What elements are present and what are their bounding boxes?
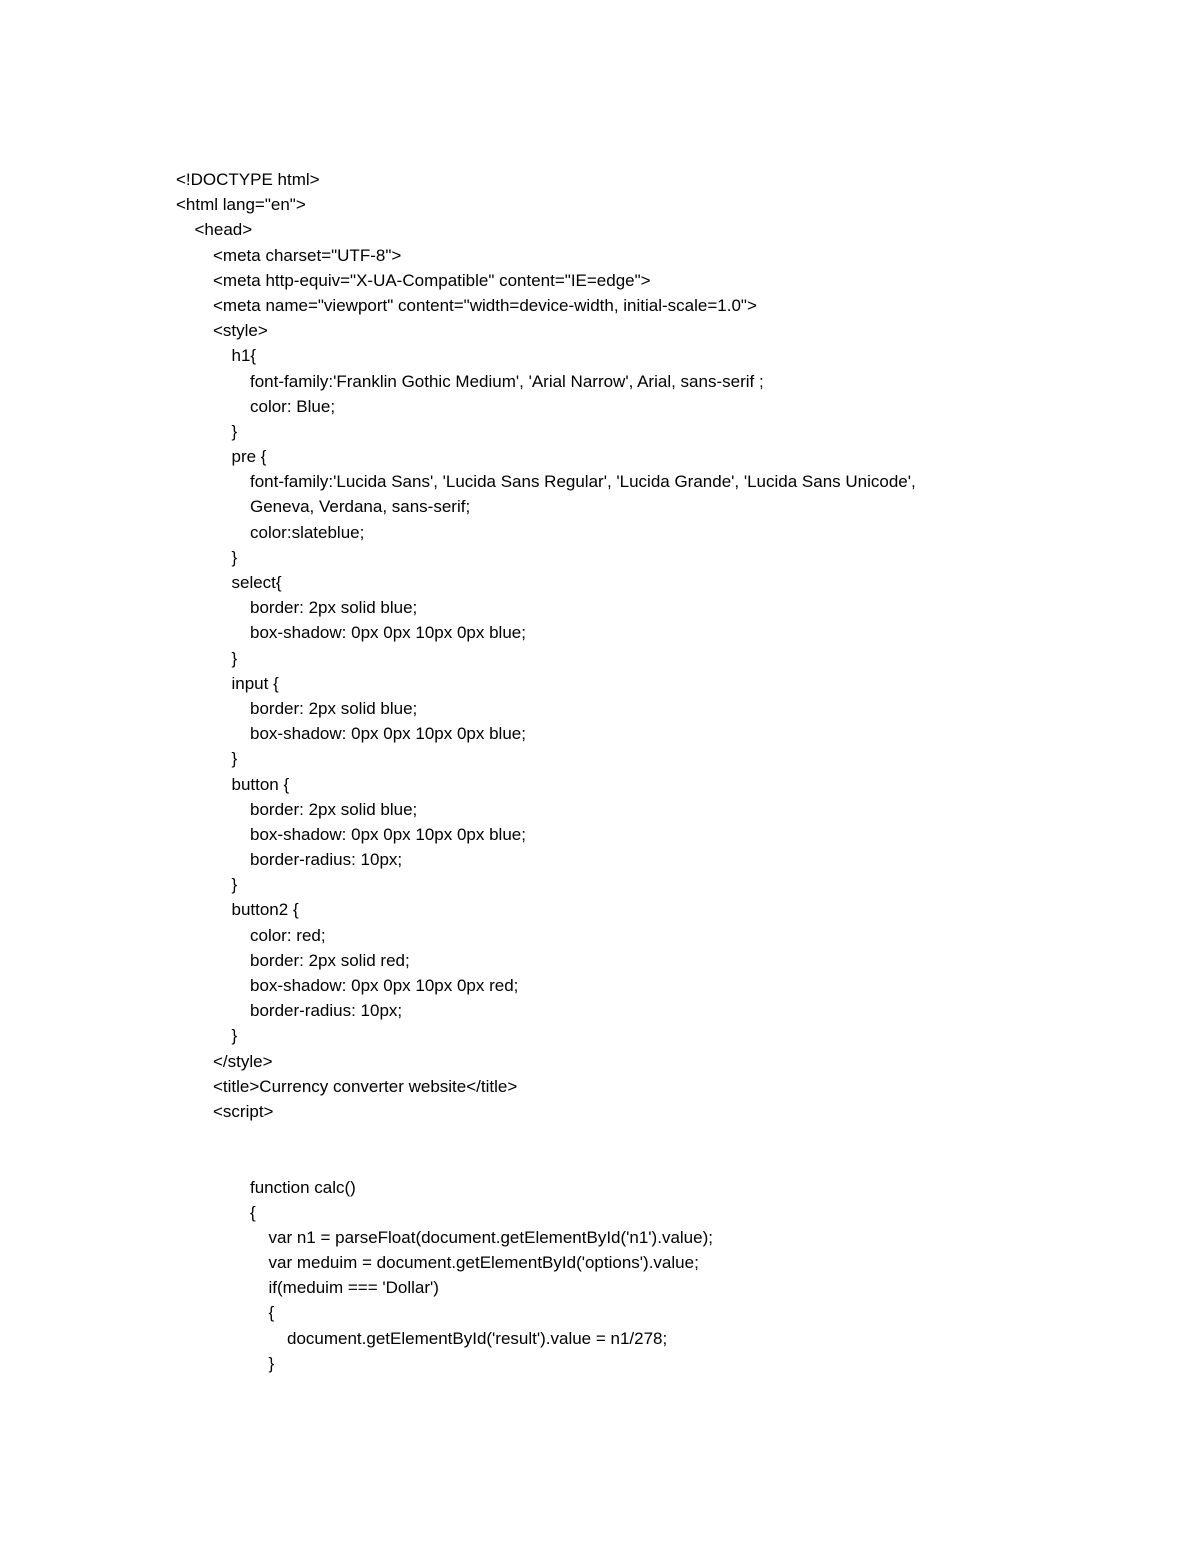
code-line: <!DOCTYPE html> (176, 170, 320, 189)
code-line: </style> (213, 1051, 273, 1071)
code-line: border-radius: 10px; (250, 1001, 403, 1021)
code-line: <script> (213, 1101, 274, 1121)
code-line: border: 2px solid red; (250, 950, 410, 970)
code-line: <meta charset="UTF-8"> (213, 245, 402, 265)
code-line: button { (231, 774, 290, 794)
code-line: <style> (213, 321, 268, 341)
code-line: var n1 = parseFloat(document.getElementById('n1').value); (268, 1227, 713, 1247)
code-line: if(meduim === 'Dollar') (268, 1278, 439, 1298)
code-line (176, 1124, 1156, 1149)
code-line: border: 2px solid blue; (250, 799, 418, 819)
code-line: box-shadow: 0px 0px 10px 0px blue; (250, 623, 526, 643)
code-line: } (231, 749, 238, 769)
code-line: <meta http-equiv="X-UA-Compatible" content="IE=edge"> (213, 270, 651, 290)
code-line: { (250, 1202, 256, 1222)
code-line: function calc() (250, 1177, 356, 1197)
code-line: border: 2px solid blue; (250, 598, 418, 618)
code-line: } (231, 648, 238, 668)
code-line: color: red; (250, 925, 326, 945)
code-line: h1{ (231, 346, 257, 366)
code-line: pre { (231, 447, 267, 467)
code-line: Geneva, Verdana, sans-serif; (250, 497, 471, 517)
code-line: } (231, 421, 238, 441)
code-line: select{ (231, 573, 282, 592)
code-line: color: Blue; (250, 396, 336, 416)
code-line: color:slateblue; (250, 522, 365, 542)
code-line: box-shadow: 0px 0px 10px 0px blue; (250, 824, 526, 844)
code-line: <meta name="viewport" content="width=device-width, initial-scale=1.0"> (213, 295, 757, 315)
code-line (176, 1149, 1156, 1174)
code-line: { (268, 1303, 275, 1323)
code-line: <head> (194, 220, 253, 240)
code-line: input { (231, 673, 279, 693)
code-listing (176, 167, 1156, 1376)
code-line: box-shadow: 0px 0px 10px 0px blue; (250, 724, 526, 744)
code-line: button2 { (231, 900, 299, 920)
code-line: document.getElementById('result').value = n1/278; (287, 1328, 668, 1348)
code-line: box-shadow: 0px 0px 10px 0px red; (250, 976, 519, 995)
code-line: border-radius: 10px; (250, 850, 403, 870)
code-line: var meduim = document.getElementById('options').value; (268, 1253, 699, 1273)
code-line: font-family:'Lucida Sans', 'Lucida Sans Regular', 'Lucida Grande', 'Lucida Sans Unicode', (250, 472, 916, 492)
code-line: border: 2px solid blue; (250, 698, 418, 718)
code-line: <title>Currency converter website</title> (213, 1076, 518, 1096)
code-line: } (231, 875, 238, 895)
code-line: } (231, 547, 238, 567)
code-line: <html lang="en"> (176, 195, 306, 215)
code-line: } (268, 1353, 275, 1373)
code-line: font-family:'Franklin Gothic Medium', 'Arial Narrow', Arial, sans-serif ; (250, 371, 764, 391)
code-line: } (231, 1026, 238, 1046)
